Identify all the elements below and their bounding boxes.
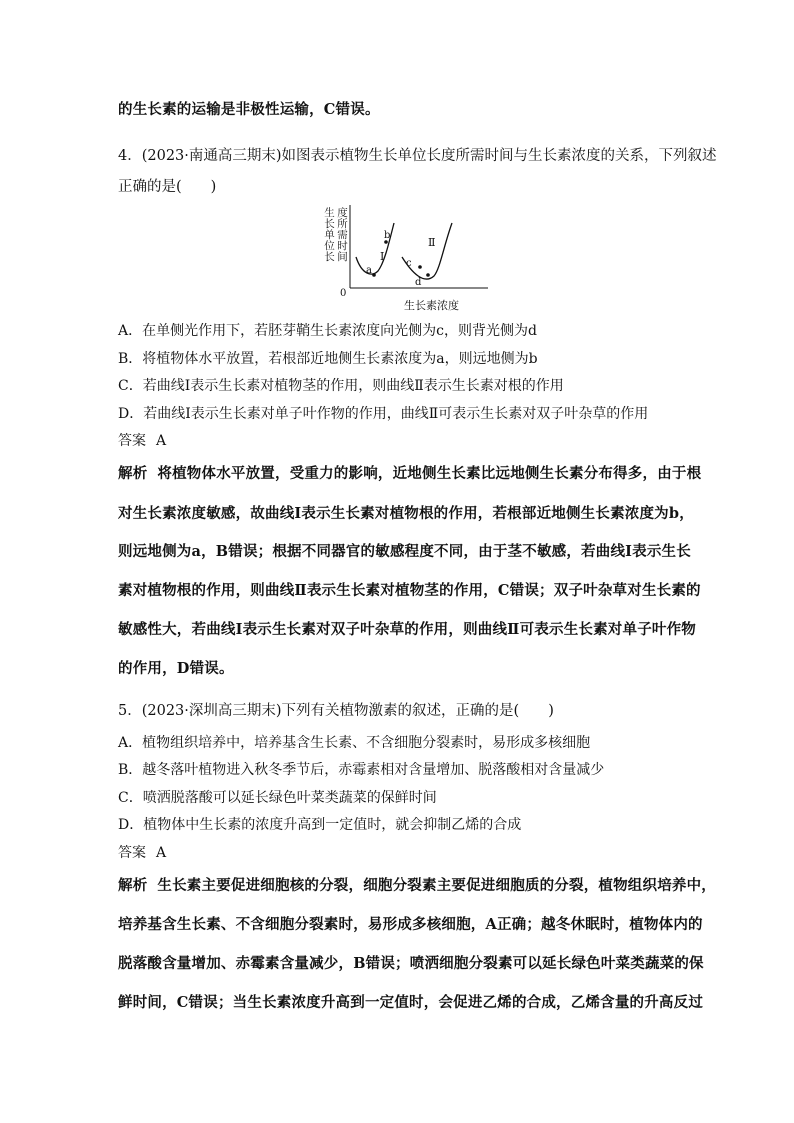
q5-analysis-line1 [118,876,716,896]
curve-2 [402,223,452,279]
q4-analysis-line5: 敏感性大，若曲线Ⅰ表示生长素对双子叶杂草的作用，则曲线Ⅱ可表示生长素对单子叶作物 [118,621,696,638]
q4-answer-label: 答案 [118,433,146,449]
q4-stem-line2: 正确的是( ) [118,179,217,195]
q4-analysis-line2: 对生长素浓度敏感，故曲线Ⅰ表示生长素对植物根的作用，若根部近地侧生长素浓度为b， [118,505,694,522]
x-axis-label: 生长素浓度 [404,299,459,312]
point-c-marker [418,265,422,269]
q4-analysis-line3: 则远地侧为a，B错误；根据不同器官的敏感程度不同，由于茎不敏感，若曲线Ⅰ表示生长 [118,543,691,560]
y-axis-label-col2: 度所需时间 [336,207,348,262]
point-d-marker [426,273,430,277]
q5-option-c: C．喷洒脱落酸可以延长绿色叶菜类蔬菜的保鲜时间 [118,790,437,806]
curve-1-label: Ⅰ [380,250,385,263]
q4-analysis-line6: 的作用，D错误。 [118,660,234,677]
point-b-label: b [384,230,391,241]
q4-answer [118,431,166,451]
curve-2-label: Ⅱ [428,236,436,249]
q4-option-c: C．若曲线Ⅰ表示生长素对植物茎的作用，则曲线Ⅱ表示生长素对根的作用 [118,378,564,394]
q5-analysis-text-1: 生长素主要促进细胞核的分裂，细胞分裂素主要促进细胞质的分裂，植物组织培养中， [157,877,717,894]
q5-answer-value: A [156,845,167,861]
q4-analysis-label: 解析 [118,465,148,482]
q4-option-d: D．若曲线Ⅰ表示生长素对单子叶作物的作用，曲线Ⅱ可表示生长素对双子叶杂草的作用 [118,406,649,422]
q5-analysis-line4: 鲜时间，C错误；当生长素浓度升高到一定值时，会促进乙烯的合成，乙烯含量的升高反过 [118,994,704,1011]
point-d-label: d [415,277,422,288]
q5-option-d: D．植物体中生长素的浓度升高到一定值时，就会抑制乙烯的合成 [118,817,522,833]
point-c-label: c [406,258,412,269]
q4-stem-line1: 4．(2023·南通高三期末)如图表示植物生长单位长度所需时间与生长素浓度的关系，下列叙述 [118,148,717,164]
point-a-marker [372,273,376,277]
q5-option-b: B．越冬落叶植物进入秋冬季节后，赤霉素相对含量增加、脱落酸相对含量减少 [118,762,605,778]
q4-analysis-line4: 素对植物根的作用，则曲线Ⅱ表示生长素对植物茎的作用，C错误；双子叶杂草对生长素的 [118,582,701,599]
q5-option-a: A．植物组织培养中，培养基含生长素、不含细胞分裂素时，易形成多核细胞 [118,735,591,751]
origin-label: 0 [340,288,347,299]
q4-figure [316,205,488,317]
q5-answer [118,843,166,863]
q5-stem-line1: 5．(2023·深圳高三期末)下列有关植物激素的叙述，正确的是( ) [118,703,554,719]
q4-option-a: A．在单侧光作用下，若胚芽鞘生长素浓度向光侧为c，则背光侧为d [118,323,537,339]
intro-line: 的生长素的运输是非极性运输，C错误。 [118,101,380,118]
q4-option-b: B．将植物体水平放置，若根部近地侧生长素浓度为a，则远地侧为b [118,351,538,367]
q5-analysis-line3: 脱落酸含量增加、赤霉素含量减少，B错误；喷洒细胞分裂素可以延长绿色叶菜类蔬菜的保 [118,955,704,972]
q4-answer-value: A [156,433,167,449]
q4-analysis-text-1: 将植物体水平放置，受重力的影响，近地侧生长素比远地侧生长素分布得多，由于根 [157,465,702,482]
q5-analysis-line2: 培养基含生长素、不含细胞分裂素时，易形成多核细胞，A正确；越冬休眠时，植物体内的 [118,916,703,933]
q4-analysis-line1 [118,464,701,484]
q5-answer-label: 答案 [118,845,146,861]
y-axis-label-col1: 生长单位长 [323,207,335,262]
q5-analysis-label: 解析 [118,877,148,894]
point-a-label: a [366,265,372,276]
